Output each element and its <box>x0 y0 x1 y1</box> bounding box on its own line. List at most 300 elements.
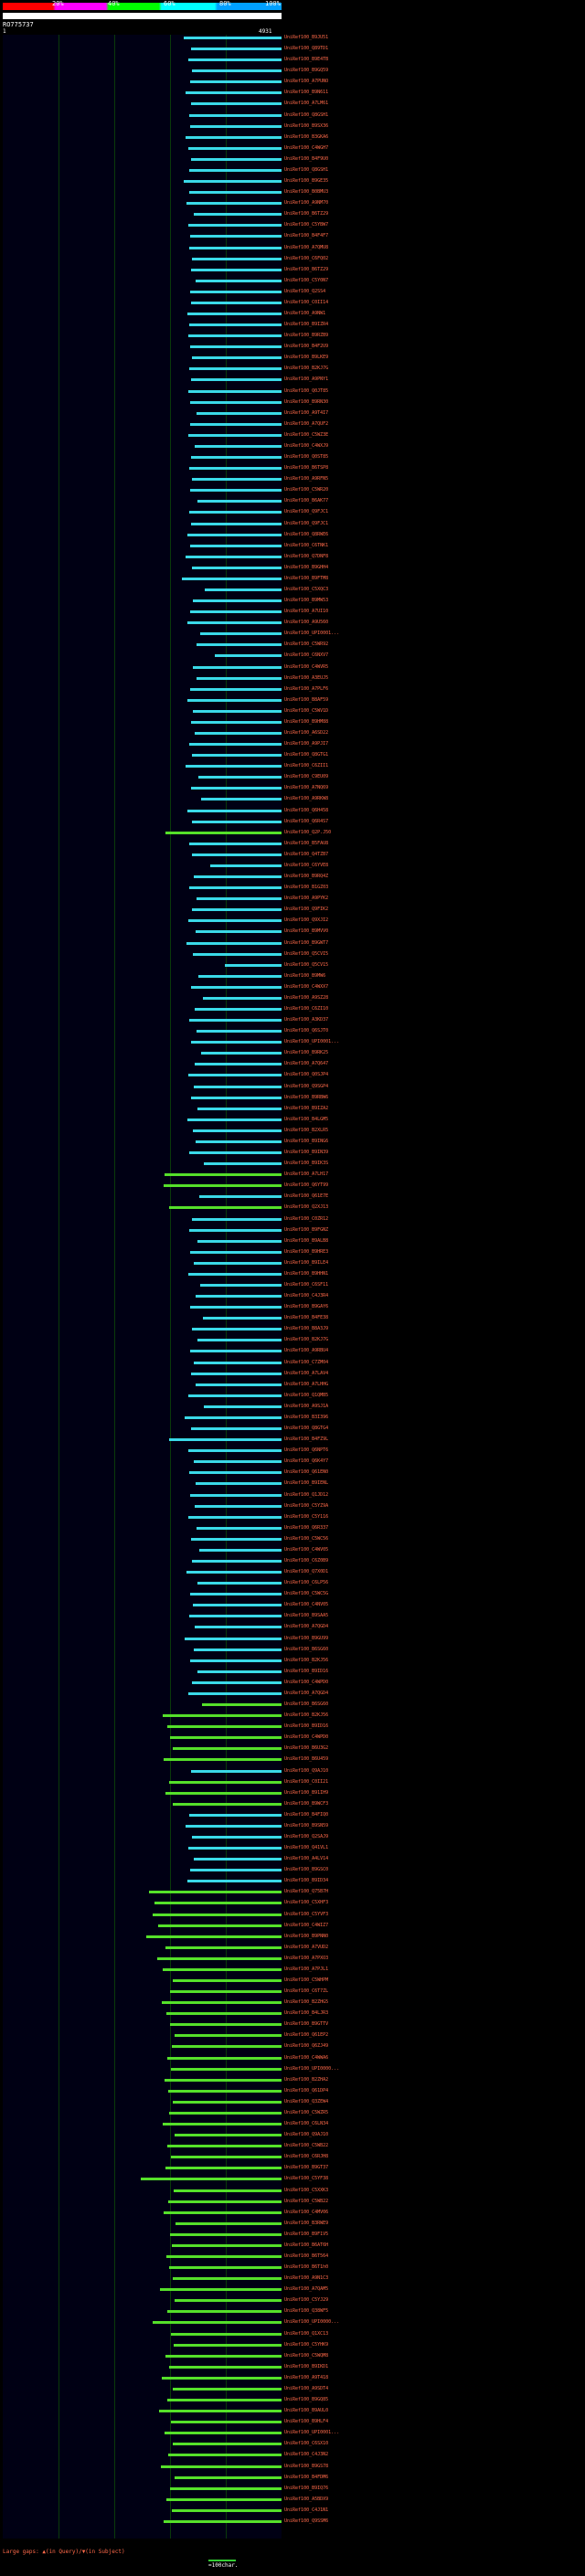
subject-label[interactable]: UniRef100_C4MV06 <box>284 2210 329 2215</box>
subject-label[interactable]: UniRef100_Q9AJ10 <box>284 2132 329 2137</box>
subject-label[interactable]: UniRef100_B6AT6H <box>284 2242 329 2248</box>
subject-label[interactable]: UniRef100_C5YJ29 <box>284 2297 329 2303</box>
alignment-bar[interactable] <box>190 125 282 128</box>
subject-label[interactable]: UniRef100_Q9SSM6 <box>284 2518 329 2524</box>
subject-label[interactable]: UniRef100_C5WHPM <box>284 1977 329 1983</box>
subject-label[interactable]: UniRef100_B4FDM6 <box>284 2475 329 2480</box>
alignment-bar[interactable] <box>173 2101 282 2104</box>
alignment-bar[interactable] <box>197 1108 282 1110</box>
alignment-bar[interactable] <box>166 2012 282 2015</box>
subject-label[interactable]: UniRef100_A7QGD4 <box>284 1624 329 1629</box>
subject-label[interactable]: UniRef100_A7QUF2 <box>284 421 329 427</box>
subject-label[interactable]: UniRef100_Q8RWE6 <box>284 532 329 537</box>
subject-label[interactable]: UniRef100_B6T1h0 <box>284 2264 329 2270</box>
subject-label[interactable]: UniRef100_C9EU09 <box>284 774 329 779</box>
alignment-bar[interactable] <box>194 1460 282 1463</box>
subject-label[interactable]: UniRef100_C4WPD0 <box>284 1734 329 1740</box>
alignment-bar[interactable] <box>165 2079 282 2082</box>
alignment-bar[interactable] <box>191 456 282 459</box>
alignment-bar[interactable] <box>194 1086 282 1088</box>
subject-label[interactable]: UniRef100_A7LM61 <box>284 101 329 106</box>
alignment-bar[interactable] <box>188 58 282 61</box>
subject-label[interactable]: UniRef100_A9T418 <box>284 2375 329 2380</box>
alignment-bar[interactable] <box>192 908 282 911</box>
alignment-bar[interactable] <box>141 2178 282 2180</box>
subject-label[interactable]: UniRef100_Q0SJP4 <box>284 1072 329 1077</box>
alignment-bar[interactable] <box>164 2211 282 2214</box>
alignment-bar[interactable] <box>175 2134 282 2136</box>
alignment-bar[interactable] <box>164 1184 282 1187</box>
subject-label[interactable]: UniRef100_Q61E7E <box>284 1193 329 1199</box>
alignment-bar[interactable] <box>191 1041 282 1044</box>
alignment-bar[interactable] <box>190 489 282 492</box>
subject-label[interactable]: UniRef100_C6LN34 <box>284 2121 329 2126</box>
subject-label[interactable]: UniRef100_B9HLF4 <box>284 2419 329 2424</box>
subject-label[interactable]: UniRef100_Q38WF5 <box>284 2308 329 2314</box>
subject-label[interactable]: UniRef100_A9RKW8 <box>284 796 329 801</box>
alignment-bar[interactable] <box>191 48 282 50</box>
alignment-bar[interactable] <box>172 2244 282 2247</box>
subject-label[interactable]: UniRef100_Q6R4S7 <box>284 819 329 824</box>
alignment-bar[interactable] <box>184 37 282 39</box>
alignment-bar[interactable] <box>191 721 282 724</box>
subject-label[interactable]: UniRef100_B8A3J9 <box>284 1326 329 1331</box>
alignment-bar[interactable] <box>194 1858 282 1860</box>
subject-label[interactable]: UniRef100_C5YBW7 <box>284 222 329 228</box>
subject-label[interactable]: UniRef100_C5WZR5 <box>284 2110 329 2115</box>
alignment-bar[interactable] <box>186 556 282 558</box>
alignment-bar[interactable] <box>190 423 282 426</box>
alignment-bar[interactable] <box>172 2509 282 2512</box>
alignment-bar[interactable] <box>197 1240 282 1243</box>
alignment-bar[interactable] <box>162 2377 282 2380</box>
alignment-bar[interactable] <box>192 1218 282 1221</box>
alignment-bar[interactable] <box>171 2068 282 2071</box>
alignment-bar[interactable] <box>169 2266 282 2269</box>
subject-label[interactable]: UniRef100_Q6H458 <box>284 808 329 813</box>
alignment-bar[interactable] <box>192 478 282 481</box>
alignment-bar[interactable] <box>192 1836 282 1839</box>
alignment-bar[interactable] <box>191 523 282 525</box>
subject-label[interactable]: UniRef100_Q75B7H <box>284 1889 329 1894</box>
subject-label[interactable]: UniRef100_B3I396 <box>284 1415 329 1420</box>
alignment-bar[interactable] <box>196 1383 282 1386</box>
subject-label[interactable]: UniRef100_B9RQ4Z <box>284 874 329 879</box>
subject-label[interactable]: UniRef100_Q9FJC1 <box>284 509 329 514</box>
subject-label[interactable]: UniRef100_UPI0001... <box>284 1039 340 1044</box>
alignment-bar[interactable] <box>192 853 282 856</box>
alignment-bar[interactable] <box>173 2277 282 2280</box>
alignment-bar[interactable] <box>165 832 282 834</box>
subject-label[interactable]: UniRef100_B9GQ59 <box>284 68 329 73</box>
alignment-bar[interactable] <box>191 1427 282 1430</box>
subject-label[interactable]: UniRef100_B9ID16 <box>284 1669 329 1674</box>
subject-label[interactable]: UniRef100_B9IQ76 <box>284 2486 329 2491</box>
alignment-bar[interactable] <box>190 235 282 238</box>
subject-label[interactable]: UniRef100_Q9SGP4 <box>284 1084 329 1089</box>
alignment-bar[interactable] <box>203 1317 282 1320</box>
subject-label[interactable]: UniRef100_B4F2U9 <box>284 344 329 349</box>
subject-label[interactable]: UniRef100_A7Q647 <box>284 1061 329 1066</box>
alignment-bar[interactable] <box>170 2023 282 2026</box>
subject-label[interactable]: UniRef100_B6T564 <box>284 2253 329 2259</box>
subject-label[interactable]: UniRef100_B4F4F7 <box>284 233 329 239</box>
subject-label[interactable]: UniRef100_Q9FJC1 <box>284 521 329 526</box>
alignment-bar[interactable] <box>163 1714 282 1717</box>
alignment-bar[interactable] <box>190 1593 282 1595</box>
alignment-bar[interactable] <box>200 1284 282 1287</box>
alignment-bar[interactable] <box>165 2355 282 2358</box>
alignment-bar[interactable] <box>192 356 282 359</box>
subject-label[interactable]: UniRef100_B9LKE9 <box>284 355 329 360</box>
subject-label[interactable]: UniRef100_B9N611 <box>284 90 329 95</box>
alignment-bar[interactable] <box>193 710 282 713</box>
alignment-bar[interactable] <box>149 1891 282 1893</box>
alignment-bar[interactable] <box>189 843 282 845</box>
alignment-bar[interactable] <box>165 1946 282 1949</box>
subject-label[interactable]: UniRef100_B9GS78 <box>284 2464 329 2469</box>
alignment-bar[interactable] <box>186 202 282 205</box>
subject-label[interactable]: UniRef100_B9IENL <box>284 1480 329 1486</box>
subject-label[interactable]: UniRef100_B9ILE4 <box>284 1260 329 1266</box>
subject-label[interactable]: UniRef100_B2KJ56 <box>284 1712 329 1718</box>
alignment-bar[interactable] <box>153 1913 282 1916</box>
alignment-bar[interactable] <box>167 1725 282 1728</box>
alignment-bar[interactable] <box>168 2090 282 2093</box>
subject-label[interactable]: UniRef100_Q9FIK2 <box>284 906 329 912</box>
subject-label[interactable]: UniRef100_C4WV05 <box>284 1547 329 1553</box>
subject-label[interactable]: UniRef100_B9GHH4 <box>284 565 329 570</box>
alignment-bar[interactable] <box>182 578 282 580</box>
subject-label[interactable]: UniRef100_C6NXV7 <box>284 652 329 658</box>
subject-label[interactable]: UniRef100_Q1JD12 <box>284 1492 329 1498</box>
subject-label[interactable]: UniRef100_A9N1C3 <box>284 2275 329 2281</box>
alignment-bar[interactable] <box>188 1074 282 1076</box>
subject-label[interactable]: UniRef100_A9RBU4 <box>284 1348 329 1353</box>
subject-label[interactable]: UniRef100_C6T7ZL <box>284 1988 329 1994</box>
subject-label[interactable]: UniRef100_B9RN30 <box>284 399 329 405</box>
alignment-bar[interactable] <box>196 1295 282 1298</box>
alignment-bar[interactable] <box>197 1582 282 1585</box>
alignment-bar[interactable] <box>154 1902 282 1904</box>
subject-label[interactable]: UniRef100_A7QAM5 <box>284 2286 329 2292</box>
alignment-bar[interactable] <box>195 1626 282 1628</box>
subject-label[interactable]: UniRef100_A3KD37 <box>284 1017 329 1023</box>
subject-label[interactable]: UniRef100_A7NQ69 <box>284 785 329 790</box>
subject-label[interactable]: UniRef100_A5BDX9 <box>284 2496 329 2502</box>
subject-label[interactable]: UniRef100_B9IK3S <box>284 1161 329 1166</box>
subject-label[interactable]: UniRef100_A4LV14 <box>284 1856 329 1861</box>
subject-label[interactable]: UniRef100_UPI0001... <box>284 2430 340 2435</box>
subject-label[interactable]: UniRef100_B2ZHG5 <box>284 1999 329 2005</box>
alignment-bar[interactable] <box>197 412 282 415</box>
subject-label[interactable]: UniRef100_A7PXO3 <box>284 1956 329 1961</box>
subject-label[interactable]: UniRef100_B9HRE3 <box>284 1249 329 1255</box>
alignment-bar[interactable] <box>170 1736 282 1739</box>
alignment-bar[interactable] <box>193 666 282 669</box>
alignment-bar[interactable] <box>190 1659 282 1662</box>
alignment-bar[interactable] <box>189 367 282 370</box>
subject-label[interactable]: UniRef100_C5Y116 <box>284 1514 329 1520</box>
alignment-bar[interactable] <box>191 302 282 304</box>
alignment-bar[interactable] <box>197 1339 282 1341</box>
alignment-bar[interactable] <box>187 699 282 702</box>
alignment-bar[interactable] <box>189 247 282 249</box>
alignment-bar[interactable] <box>153 2321 282 2324</box>
alignment-bar[interactable] <box>190 545 282 547</box>
subject-label[interactable]: UniRef100_C6YVE8 <box>284 863 329 868</box>
subject-label[interactable]: UniRef100_B9GTTV <box>284 2021 329 2027</box>
alignment-bar[interactable] <box>189 886 282 889</box>
subject-label[interactable]: UniRef100_B91IH9 <box>284 1790 329 1796</box>
alignment-bar[interactable] <box>173 2443 282 2445</box>
alignment-bar[interactable] <box>195 1063 282 1065</box>
subject-label[interactable]: UniRef100_Q9XJI2 <box>284 917 329 923</box>
subject-label[interactable]: UniRef100_A6SD22 <box>284 730 329 736</box>
alignment-bar[interactable] <box>191 1373 282 1375</box>
alignment-bar[interactable] <box>168 2200 282 2203</box>
alignment-bar[interactable] <box>171 2333 282 2336</box>
alignment-bar[interactable] <box>190 1251 282 1254</box>
alignment-bar[interactable] <box>191 1538 282 1541</box>
alignment-bar[interactable] <box>201 798 282 800</box>
subject-label[interactable]: UniRef100_C5YVF3 <box>284 1912 329 1917</box>
subject-label[interactable]: UniRef100_C6ZII1 <box>284 763 329 769</box>
subject-label[interactable]: UniRef100_A9PNY1 <box>284 376 329 382</box>
alignment-bar[interactable] <box>174 2189 282 2192</box>
alignment-bar[interactable] <box>169 1438 282 1441</box>
subject-label[interactable]: UniRef100_B9ID34 <box>284 1878 329 1883</box>
alignment-bar[interactable] <box>195 732 282 735</box>
alignment-bar[interactable] <box>185 1638 282 1640</box>
subject-label[interactable]: UniRef100_A9SJ1A <box>284 1404 329 1409</box>
subject-label[interactable]: UniRef100_A9SZ28 <box>284 995 329 1001</box>
alignment-bar[interactable] <box>196 1482 282 1485</box>
subject-label[interactable]: UniRef100_B6SG60 <box>284 1647 329 1652</box>
alignment-bar[interactable] <box>164 1758 282 1761</box>
subject-label[interactable]: UniRef100_B6SG60 <box>284 1701 329 1707</box>
alignment-bar[interactable] <box>210 864 282 867</box>
subject-label[interactable]: UniRef100_C6LP56 <box>284 1580 329 1585</box>
subject-label[interactable]: UniRef100_B9MW6 <box>284 973 326 979</box>
alignment-bar[interactable] <box>197 1030 282 1033</box>
subject-label[interactable]: UniRef100_C4WXJ9 <box>284 443 329 449</box>
subject-label[interactable]: UniRef100_A7PLF6 <box>284 686 329 692</box>
alignment-bar[interactable] <box>191 102 282 105</box>
subject-label[interactable]: UniRef100_Q4TZB7 <box>284 852 329 857</box>
alignment-bar[interactable] <box>171 2421 282 2423</box>
alignment-bar[interactable] <box>200 632 282 635</box>
subject-label[interactable]: UniRef100_C4WVR5 <box>284 664 329 670</box>
alignment-bar[interactable] <box>191 1097 282 1099</box>
alignment-bar[interactable] <box>186 1571 282 1574</box>
alignment-bar[interactable] <box>188 919 282 922</box>
subject-label[interactable]: UniRef100_B9ID16 <box>284 1723 329 1729</box>
alignment-bar[interactable] <box>192 821 282 823</box>
alignment-bar[interactable] <box>196 1140 282 1143</box>
subject-label[interactable]: UniRef100_B9IZA2 <box>284 1106 329 1111</box>
subject-label[interactable]: UniRef100_C0ZR12 <box>284 1216 329 1222</box>
alignment-bar[interactable] <box>172 2045 282 2048</box>
subject-label[interactable]: UniRef100_Q7X0D1 <box>284 1569 329 1574</box>
alignment-bar[interactable] <box>205 588 282 591</box>
subject-label[interactable]: UniRef100_B0BMU3 <box>284 189 329 195</box>
alignment-bar[interactable] <box>201 1052 282 1055</box>
subject-label[interactable]: UniRef100_A7QGD4 <box>284 1691 329 1696</box>
alignment-bar[interactable] <box>197 1527 282 1530</box>
alignment-bar[interactable] <box>188 334 282 337</box>
subject-label[interactable]: UniRef100_C5XQC3 <box>284 587 329 592</box>
subject-label[interactable]: UniRef100_Q6YT99 <box>284 1182 329 1188</box>
alignment-bar[interactable] <box>190 610 282 613</box>
alignment-bar[interactable] <box>163 2123 282 2125</box>
subject-label[interactable]: UniRef100_Q2P.J50 <box>284 830 332 835</box>
alignment-bar[interactable] <box>197 1670 282 1673</box>
subject-label[interactable]: UniRef100_B9HM88 <box>284 719 329 725</box>
alignment-bar[interactable] <box>165 1792 282 1795</box>
subject-label[interactable]: UniRef100_A7LAV4 <box>284 1371 329 1376</box>
subject-label[interactable]: UniRef100_Q1QMB5 <box>284 1393 329 1398</box>
alignment-bar[interactable] <box>190 1350 282 1352</box>
alignment-bar[interactable] <box>175 2299 282 2302</box>
alignment-bar[interactable] <box>169 2366 282 2369</box>
alignment-bar[interactable] <box>196 930 282 933</box>
subject-label[interactable]: UniRef100_C4WPD0 <box>284 1680 329 1685</box>
subject-label[interactable]: UniRef100_C5YHK9 <box>284 2342 329 2348</box>
alignment-bar[interactable] <box>188 1273 282 1276</box>
alignment-bar[interactable] <box>189 114 282 117</box>
subject-label[interactable]: UniRef100_Q2SS4 <box>284 289 326 294</box>
alignment-bar[interactable] <box>188 390 282 393</box>
alignment-bar[interactable] <box>191 378 282 381</box>
subject-label[interactable]: UniRef100_C5WQM8 <box>284 2353 329 2359</box>
alignment-bar[interactable] <box>187 313 282 315</box>
alignment-bar[interactable] <box>175 2034 282 2037</box>
subject-label[interactable]: UniRef100_A9SDT4 <box>284 2386 329 2391</box>
alignment-bar[interactable] <box>225 964 282 967</box>
alignment-bar[interactable] <box>188 224 282 227</box>
subject-label[interactable]: UniRef100_B2KJ7G <box>284 366 329 371</box>
subject-label[interactable]: UniRef100_C5XHF3 <box>284 1900 329 1905</box>
subject-label[interactable]: UniRef100_C5YZ9A <box>284 1503 329 1509</box>
alignment-bar[interactable] <box>167 2310 282 2313</box>
alignment-bar[interactable] <box>167 2057 282 2060</box>
subject-label[interactable]: UniRef100_C4J3N2 <box>284 2452 329 2457</box>
alignment-bar[interactable] <box>197 643 282 646</box>
alignment-bar[interactable] <box>194 1362 282 1364</box>
alignment-bar[interactable] <box>191 1770 282 1773</box>
subject-label[interactable]: UniRef100_B9F1V5 <box>284 2231 329 2237</box>
subject-label[interactable]: UniRef100_C6SX10 <box>284 2441 329 2446</box>
alignment-bar[interactable] <box>189 1814 282 1817</box>
subject-label[interactable]: UniRef100_C4NV05 <box>284 1602 329 1607</box>
alignment-bar[interactable] <box>190 1306 282 1309</box>
alignment-bar[interactable] <box>163 1968 282 1971</box>
subject-label[interactable]: UniRef100_B9RZB9 <box>284 333 329 338</box>
subject-label[interactable]: UniRef100_B6TZ29 <box>284 211 329 217</box>
alignment-bar[interactable] <box>167 2145 282 2147</box>
subject-label[interactable]: UniRef100_A9RFN5 <box>284 476 329 482</box>
subject-label[interactable]: UniRef100_C4J3R4 <box>284 1293 329 1299</box>
subject-label[interactable]: UniRef100_Q6R337 <box>284 1525 329 1531</box>
alignment-bar[interactable] <box>189 1229 282 1232</box>
alignment-bar[interactable] <box>167 2399 282 2401</box>
subject-label[interactable]: UniRef100_B8AF59 <box>284 697 329 703</box>
alignment-bar[interactable] <box>165 2167 282 2169</box>
subject-label[interactable]: UniRef100_B2XLR5 <box>284 1128 329 1133</box>
alignment-bar[interactable] <box>170 2487 282 2490</box>
subject-label[interactable]: UniRef100_B9RBW6 <box>284 1095 329 1100</box>
alignment-bar[interactable] <box>195 445 282 448</box>
subject-label[interactable]: UniRef100_C5WR20 <box>284 487 329 493</box>
subject-label[interactable]: UniRef100_A9NM70 <box>284 200 329 206</box>
alignment-bar[interactable] <box>192 1328 282 1330</box>
alignment-bar[interactable] <box>189 1471 282 1474</box>
alignment-bar[interactable] <box>160 2288 282 2291</box>
alignment-bar[interactable] <box>187 534 282 536</box>
subject-label[interactable]: UniRef100_Q1XC13 <box>284 2331 329 2337</box>
subject-label[interactable]: UniRef100_B9GT37 <box>284 2165 329 2170</box>
subject-label[interactable]: UniRef100_B9IKD1 <box>284 2364 329 2369</box>
subject-label[interactable]: UniRef100_B9PNN0 <box>284 1934 329 1939</box>
alignment-bar[interactable] <box>186 136 282 139</box>
subject-label[interactable]: UniRef100_Q8GTG4 <box>284 1426 329 1431</box>
subject-label[interactable]: UniRef100_C5XXK3 <box>284 2188 329 2193</box>
alignment-bar[interactable] <box>203 997 282 1000</box>
subject-label[interactable]: UniRef100_B9AUL0 <box>284 2408 329 2413</box>
subject-label[interactable]: UniRef100_B9HHN1 <box>284 1271 329 1277</box>
subject-label[interactable]: UniRef100_B6AK77 <box>284 498 329 504</box>
subject-label[interactable]: UniRef100_Q8GSH1 <box>284 112 329 118</box>
subject-label[interactable]: UniRef100_B9MVV0 <box>284 928 329 934</box>
subject-label[interactable]: UniRef100_B9IN39 <box>284 1150 329 1155</box>
subject-label[interactable]: UniRef100_Q5CVI5 <box>284 951 329 957</box>
subject-label[interactable]: UniRef100_B9RK25 <box>284 1050 329 1055</box>
alignment-bar[interactable] <box>186 765 282 768</box>
subject-label[interactable]: UniRef100_A7LH17 <box>284 1171 329 1177</box>
alignment-bar[interactable] <box>204 1162 282 1165</box>
subject-label[interactable]: UniRef100_B9WCF3 <box>284 1801 329 1807</box>
alignment-bar[interactable] <box>164 2520 282 2523</box>
subject-label[interactable]: UniRef100_B4LGM5 <box>284 1117 329 1122</box>
subject-label[interactable]: UniRef100_B9E4TB <box>284 57 329 62</box>
alignment-bar[interactable] <box>191 986 282 989</box>
alignment-bar[interactable] <box>202 1703 282 1706</box>
alignment-bar[interactable] <box>198 975 282 978</box>
subject-label[interactable]: UniRef100_A7PUNO <box>284 79 329 84</box>
subject-label[interactable]: UniRef100_C6ZI10 <box>284 1006 329 1012</box>
alignment-bar[interactable] <box>175 2476 282 2479</box>
alignment-bar[interactable] <box>165 1173 282 1176</box>
alignment-bar[interactable] <box>189 511 282 514</box>
alignment-bar[interactable] <box>190 401 282 404</box>
subject-label[interactable]: UniRef100_B9GAY6 <box>284 1304 329 1309</box>
alignment-bar[interactable] <box>193 1129 282 1132</box>
subject-label[interactable]: UniRef100_B9FTM8 <box>284 576 329 581</box>
subject-label[interactable]: UniRef100_B4FIQ0 <box>284 1812 329 1818</box>
subject-label[interactable]: UniRef100_B4LJR3 <box>284 2010 329 2016</box>
subject-label[interactable]: UniRef100_B2ZHA2 <box>284 2077 329 2083</box>
alignment-bar[interactable] <box>166 2255 282 2258</box>
subject-label[interactable]: UniRef100_C6Z0B9 <box>284 1558 329 1564</box>
subject-label[interactable]: UniRef100_C6SF11 <box>284 1282 329 1288</box>
subject-label[interactable]: UniRef100_Q3ZEW4 <box>284 2099 329 2104</box>
subject-label[interactable]: UniRef100_C5WR92 <box>284 641 329 647</box>
alignment-bar[interactable] <box>189 743 282 746</box>
alignment-bar[interactable] <box>188 1449 282 1452</box>
subject-label[interactable]: UniRef100_B6U459 <box>284 1756 329 1762</box>
subject-label[interactable]: UniRef100_B4F9U0 <box>284 156 329 162</box>
